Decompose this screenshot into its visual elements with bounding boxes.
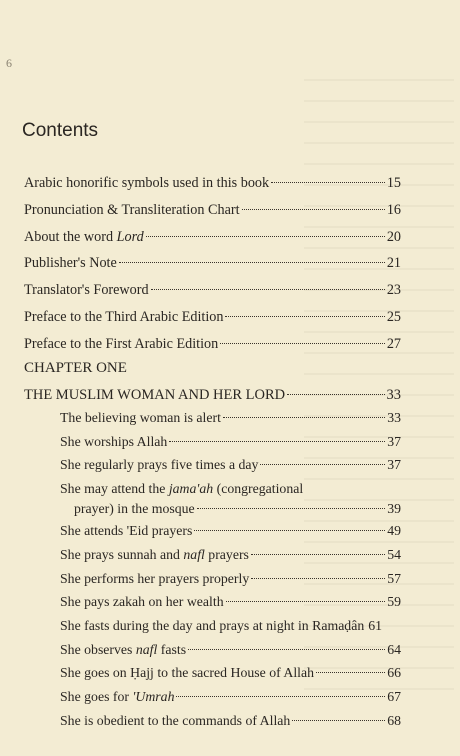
section-title-text: She prays sunnah and bbox=[60, 546, 184, 562]
section-title bbox=[60, 543, 249, 567]
section-entry bbox=[60, 685, 401, 709]
dot-leader bbox=[225, 316, 384, 317]
dot-leader bbox=[226, 601, 386, 602]
dot-leader bbox=[260, 464, 385, 465]
section-entry bbox=[60, 638, 401, 662]
section-title: She goes on Ḥajj to the sacred House of Allah bbox=[60, 665, 315, 681]
section-title: She regularly prays five times a day bbox=[60, 457, 259, 473]
section-title-text: prayer) in the mosque bbox=[74, 501, 195, 517]
section-entry bbox=[60, 590, 401, 614]
section-title-text: She goes for bbox=[60, 689, 133, 705]
section-title-text: She observes bbox=[60, 641, 136, 657]
dot-leader bbox=[316, 672, 385, 673]
dot-leader bbox=[223, 417, 385, 418]
chapter-title: THE MUSLIM WOMAN AND HER LORD bbox=[24, 387, 286, 403]
section-title-italic: nafl bbox=[135, 641, 158, 657]
entry-title-italic: Lord bbox=[116, 228, 144, 245]
page-number: 6 bbox=[6, 56, 12, 70]
dot-leader bbox=[176, 696, 385, 697]
dot-leader bbox=[242, 209, 385, 210]
section-page: 64 bbox=[387, 641, 401, 657]
section-entry bbox=[60, 709, 401, 733]
section-title-text: fasts bbox=[157, 641, 187, 657]
section-page: 66 bbox=[387, 665, 401, 681]
entry-page: 21 bbox=[386, 255, 401, 272]
section-title-text: (congregational bbox=[213, 481, 304, 497]
section-title: She is obedient to the commands of Allah bbox=[60, 712, 291, 728]
toc-entry bbox=[24, 250, 401, 277]
section-page: 59 bbox=[387, 594, 401, 610]
dot-leader bbox=[271, 182, 385, 183]
section-title-line1 bbox=[60, 479, 401, 499]
section-title-text: prayers bbox=[204, 546, 249, 562]
section-title: She worships Allah bbox=[60, 433, 168, 449]
section-entry bbox=[60, 477, 401, 519]
entry-page: 15 bbox=[386, 175, 401, 191]
section-title-italic: nafl bbox=[183, 546, 205, 562]
toc-entry bbox=[24, 197, 401, 224]
section-title: She performs her prayers properly bbox=[60, 570, 250, 586]
section-page: 37 bbox=[387, 433, 401, 449]
section-page: 37 bbox=[387, 457, 401, 473]
entry-page: 20 bbox=[386, 228, 401, 245]
front-matter-list bbox=[24, 170, 401, 358]
dot-leader bbox=[292, 720, 385, 721]
section-page: 33 bbox=[387, 410, 401, 425]
dot-leader bbox=[146, 236, 385, 237]
section-title-line2 bbox=[60, 499, 401, 519]
chapter-page: 33 bbox=[386, 387, 401, 403]
section-title: She attends 'Eid prayers bbox=[60, 523, 193, 539]
dot-leader bbox=[188, 649, 385, 650]
section-entry bbox=[60, 543, 401, 567]
entry-page: 27 bbox=[386, 335, 401, 352]
dot-leader bbox=[220, 343, 385, 344]
section-title bbox=[60, 685, 174, 709]
section-page: 49 bbox=[387, 523, 401, 539]
entry-title-text: About the word bbox=[24, 228, 117, 245]
toc-entry bbox=[24, 304, 401, 331]
section-entry bbox=[60, 614, 401, 638]
section-entry bbox=[60, 567, 401, 591]
section-title: The believing woman is alert bbox=[60, 410, 221, 425]
section-title: She pays zakah on her wealth bbox=[60, 594, 224, 610]
toc-entry bbox=[24, 382, 401, 409]
entry-title bbox=[24, 224, 144, 251]
entry-page: 23 bbox=[386, 282, 401, 299]
chapter-entry bbox=[24, 382, 401, 409]
dot-leader bbox=[251, 554, 385, 555]
dot-leader bbox=[119, 262, 385, 263]
dot-leader bbox=[169, 441, 385, 442]
dot-leader bbox=[151, 289, 385, 290]
section-title bbox=[60, 638, 186, 662]
entry-title: Translator's Foreword bbox=[24, 282, 149, 299]
dot-leader bbox=[197, 508, 386, 509]
section-title-text: She may attend the bbox=[60, 481, 169, 497]
section-entry bbox=[60, 519, 401, 543]
toc-entry bbox=[24, 277, 401, 304]
section-entry bbox=[60, 430, 401, 454]
section-entry bbox=[60, 453, 401, 477]
section-page: 67 bbox=[387, 689, 401, 705]
toc-entry bbox=[24, 224, 401, 251]
entry-title: Preface to the Third Arabic Edition bbox=[24, 308, 224, 325]
dot-leader bbox=[251, 578, 385, 579]
entry-page: 16 bbox=[386, 201, 401, 218]
section-list bbox=[60, 406, 401, 732]
dot-leader bbox=[194, 530, 385, 531]
entry-page: 25 bbox=[386, 308, 401, 325]
contents-heading: Contents bbox=[22, 120, 99, 141]
toc-entry bbox=[24, 331, 401, 358]
entry-title: Pronunciation & Transliteration Chart bbox=[24, 201, 240, 218]
entry-title: Arabic honorific symbols used in this book bbox=[24, 175, 270, 191]
section-title-italic: jama'ah bbox=[168, 481, 214, 497]
entry-title: Preface to the First Arabic Edition bbox=[24, 335, 219, 352]
section-page: 68 bbox=[387, 712, 401, 728]
section-page: 61 bbox=[368, 617, 383, 633]
section-page: 39 bbox=[387, 501, 401, 517]
section-page: 54 bbox=[387, 546, 401, 562]
toc-entry bbox=[24, 170, 401, 197]
chapter-number: CHAPTER ONE bbox=[24, 360, 127, 376]
section-entry bbox=[60, 661, 401, 685]
entry-title: Publisher's Note bbox=[24, 255, 117, 272]
section-title-italic: 'Umrah bbox=[132, 689, 175, 705]
dot-leader bbox=[287, 394, 384, 395]
section-title: She fasts during the day and prays at night in Ramaḍân bbox=[60, 617, 365, 633]
section-entry bbox=[60, 406, 401, 430]
section-page: 57 bbox=[387, 570, 401, 586]
